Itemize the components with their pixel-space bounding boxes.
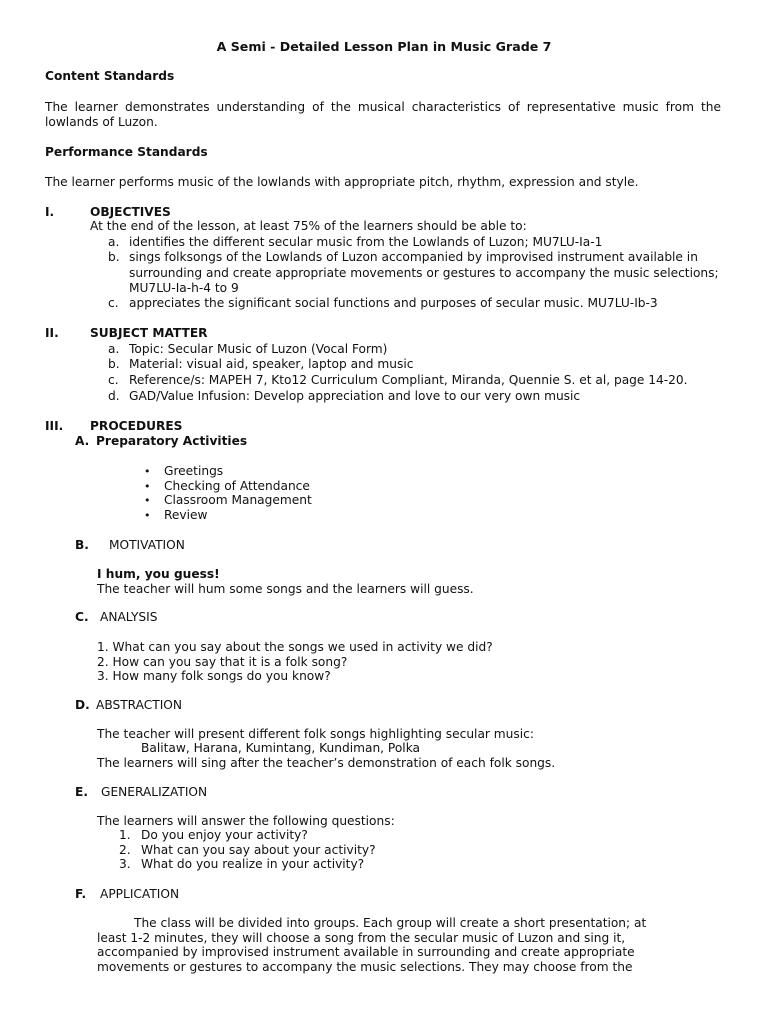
motivation-letter: B. <box>75 538 89 552</box>
abstraction-letter: D. <box>75 698 90 712</box>
analysis-question: 1. What can you say about the songs we used in activity we did? <box>97 640 493 654</box>
performance-standards-heading: Performance Standards <box>45 145 208 159</box>
subject-matter-heading: SUBJECT MATTER <box>90 326 208 340</box>
preparatory-bullet: Review <box>164 508 208 522</box>
bullet-icon: • <box>144 494 151 507</box>
bullet-icon: • <box>144 480 151 493</box>
performance-standards-text: The learner performs music of the lowlands with appropriate pitch, rhythm, expression and style. <box>45 175 639 189</box>
objective-line: appreciates the significant social functions and purposes of secular music. MU7LU-Ib-3 <box>129 296 658 310</box>
generalization-question: What do you realize in your activity? <box>141 857 365 871</box>
preparatory-bullet: Classroom Management <box>164 493 312 507</box>
analysis-question: 3. How many folk songs do you know? <box>97 669 331 683</box>
generalization-num: 2. <box>119 843 131 857</box>
objectives-numeral: I. <box>45 205 55 219</box>
motivation-activity: I hum, you guess! <box>97 567 220 581</box>
content-standards-heading: Content Standards <box>45 69 175 83</box>
generalization-letter: E. <box>75 785 88 799</box>
bullet-icon: • <box>144 465 151 478</box>
application-heading: APPLICATION <box>100 887 180 901</box>
analysis-heading: ANALYSIS <box>100 610 158 624</box>
generalization-question: Do you enjoy your activity? <box>141 828 308 842</box>
objective-letter: c. <box>108 296 119 310</box>
application-line: The class will be divided into groups. Each group will create a short presentation; at <box>134 916 647 930</box>
objective-letter: a. <box>108 235 120 249</box>
analysis-question: 2. How can you say that it is a folk song? <box>97 655 348 669</box>
application-letter: F. <box>75 887 87 901</box>
objective-letter: b. <box>108 250 120 264</box>
abstraction-songs: Balitaw, Harana, Kumintang, Kundiman, Polka <box>141 741 421 755</box>
motivation-heading: MOTIVATION <box>109 538 185 552</box>
objectives-heading: OBJECTIVES <box>90 205 171 219</box>
subject-item-text: Topic: Secular Music of Luzon (Vocal Form) <box>129 342 388 356</box>
abstraction-heading: ABSTRACTION <box>96 698 183 712</box>
procedures-heading: PROCEDURES <box>90 419 183 433</box>
objective-line: sings folksongs of the Lowlands of Luzon accompanied by improvised instrument available in <box>129 250 698 264</box>
motivation-text: The teacher will hum some songs and the learners will guess. <box>97 582 474 596</box>
subject-item-text: Reference/s: MAPEH 7, Kto12 Curriculum Compliant, Miranda, Quennie S. et al, page 14-20. <box>129 373 688 387</box>
preparatory-bullet: Checking of Attendance <box>164 479 310 493</box>
objective-line: MU7LU-Ia-h-4 to 9 <box>129 281 239 295</box>
abstraction-text: The learners will sing after the teacher’s demonstration of each folk songs. <box>97 756 556 770</box>
generalization-num: 1. <box>119 828 131 842</box>
objectives-intro: At the end of the lesson, at least 75% of the learners should be able to: <box>90 219 527 233</box>
subject-item-text: Material: visual aid, speaker, laptop and music <box>129 357 414 371</box>
subject-item-letter: d. <box>108 389 120 403</box>
analysis-letter: C. <box>75 610 89 624</box>
subject-item-text: GAD/Value Infusion: Develop appreciation and love to our very own music <box>129 389 581 403</box>
page-title: A Semi - Detailed Lesson Plan in Music Grade 7 <box>216 39 552 54</box>
subject-item-letter: c. <box>108 373 119 387</box>
generalization-heading: GENERALIZATION <box>101 785 208 799</box>
generalization-question: What can you say about your activity? <box>141 843 376 857</box>
subject-item-letter: b. <box>108 357 120 371</box>
generalization-num: 3. <box>119 857 131 871</box>
abstraction-text: The teacher will present different folk songs highlighting secular music: <box>97 727 534 741</box>
preparatory-letter: A. <box>75 434 90 448</box>
procedures-numeral: III. <box>45 419 64 433</box>
bullet-icon: • <box>144 509 151 522</box>
subject-item-letter: a. <box>108 342 120 356</box>
application-line: least 1-2 minutes, they will choose a song from the secular music of Luzon and sing it, <box>97 931 626 945</box>
application-line: movements or gestures to accompany the music selections. They may choose from the <box>97 960 633 974</box>
objective-line: identifies the different secular music from the Lowlands of Luzon; MU7LU-Ia-1 <box>129 235 603 249</box>
preparatory-bullet: Greetings <box>164 464 224 478</box>
content-standards-text: The learner demonstrates understanding of the musical characteristics of representative music from the lowlands of Luzon. <box>45 100 721 129</box>
subject-matter-numeral: II. <box>45 326 59 340</box>
preparatory-heading: Preparatory Activities <box>96 434 248 448</box>
generalization-intro: The learners will answer the following questions: <box>97 814 395 828</box>
objective-line: surrounding and create appropriate movements or gestures to accompany the music selections; <box>129 266 719 280</box>
application-line: accompanied by improvised instrument available in surrounding and create appropriate <box>97 945 635 959</box>
